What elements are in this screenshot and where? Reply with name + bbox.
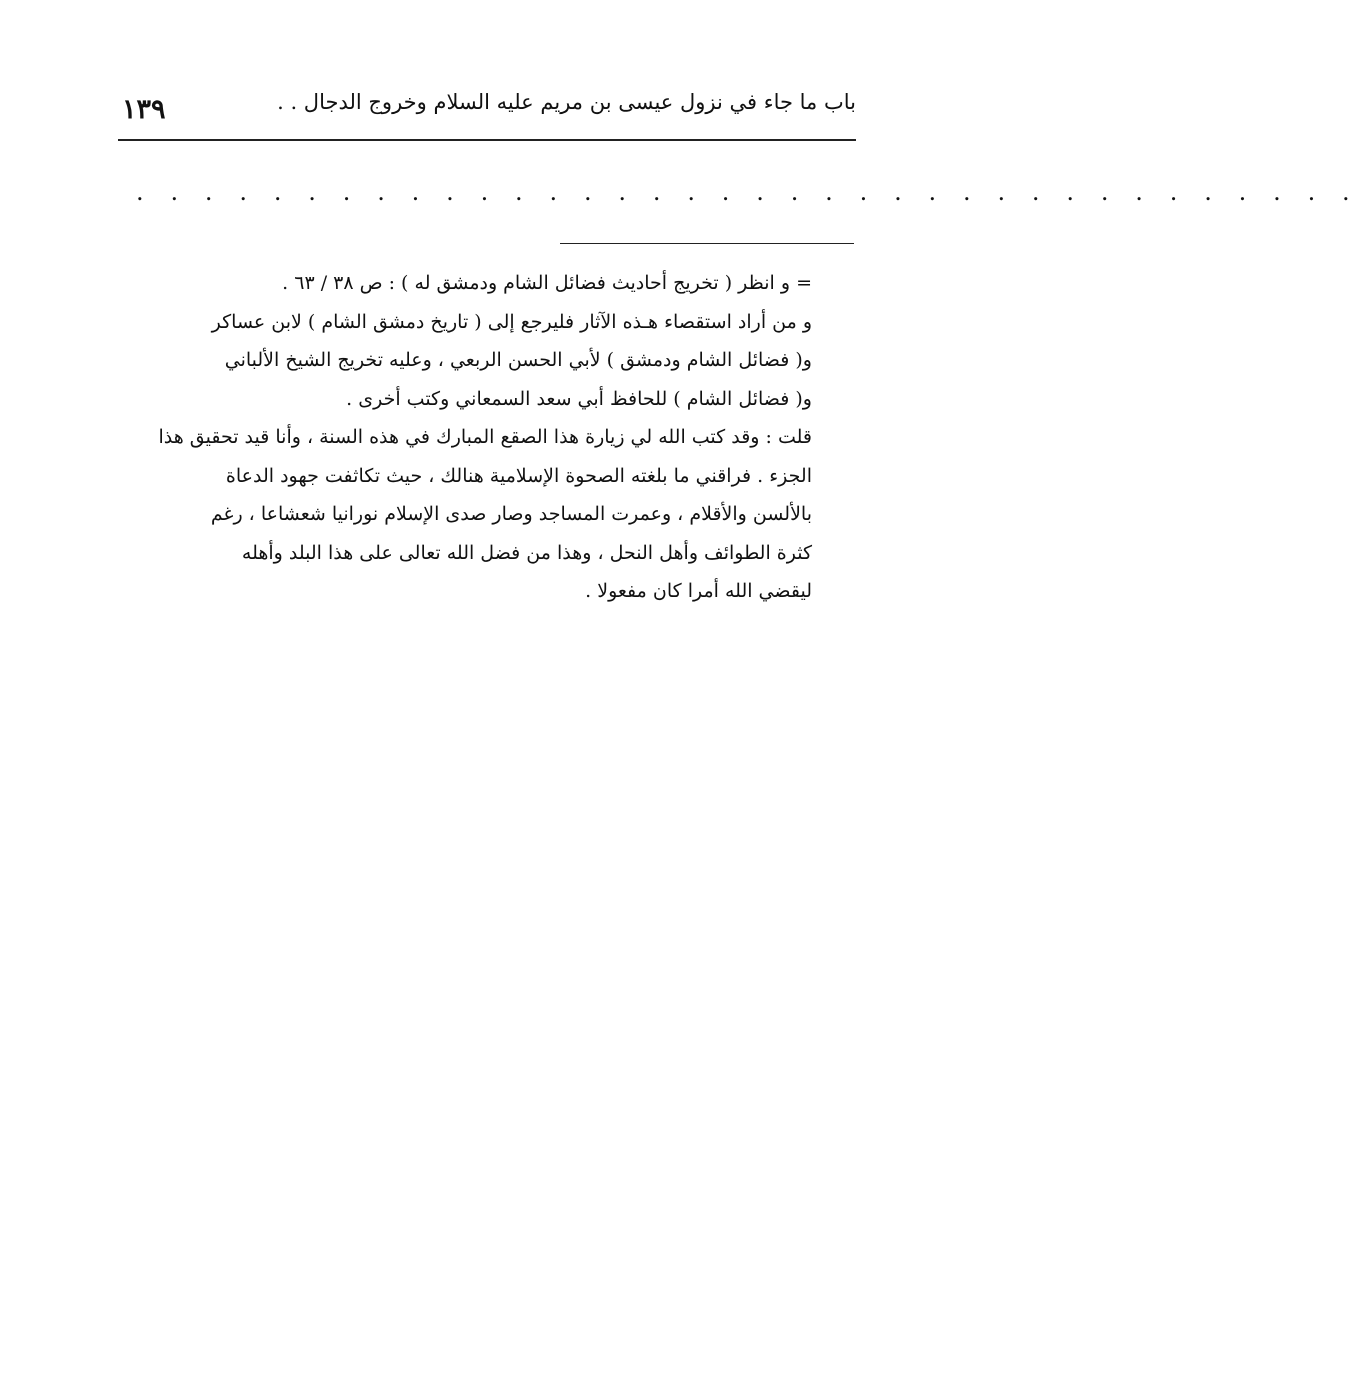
footnote-line: بالألسن والأقلام ، وعمرت المساجد وصار صدى الإسلام نورانيا شعشاعا ، رغم [210,503,812,525]
header-rule [118,139,856,141]
footnote-line: ليقضي الله أمرا كان مفعولا . [585,580,812,602]
footnote-line: = و انظر ( تخريج أحاديث فضائل الشام ودمشق له ) : ص ٣٨ / ٦٣ . [282,272,812,294]
footnote-rule [560,243,854,244]
page-header [118,82,856,138]
dot-separator: . . . . . . . . . . . . . . . . . . . . . . . . . . . . . . . . . . . . [136,178,1359,206]
footnote-line: الجزء . فراقني ما بلغته الصحوة الإسلامية هنالك ، حيث تكاثفت جهود الدعاة [225,464,812,487]
footnote-line: و( فضائل الشام ودمشق ) لأبي الحسن الربعي ، وعليه تخريج الشيخ الألباني [224,349,812,371]
footnote-line: قلت : وقد كتب الله لي زيارة هذا الصقع المبارك في هذه السنة ، وأنا قيد تحقيق هذا [158,426,812,448]
footnote-line: كثرة الطوائف وأهل النحل ، وهذا من فضل الله تعالى على هذا البلد وأهله [241,541,812,564]
footnote-line: و( فضائل الشام ) للحافظ أبي سعد السمعاني وكتب أخرى . [346,387,812,410]
footnote-line: و من أراد استقصاء هـذه الآثار فليرجع إلى ( تاريخ دمشق الشام ) لابن عساكر [211,310,812,333]
running-title: باب ما جاء في نزول عيسى بن مريم عليه السلام وخروج الدجال . . [277,90,856,114]
footnote-text [118,264,812,611]
page-number: ١٣٩ [122,94,166,125]
